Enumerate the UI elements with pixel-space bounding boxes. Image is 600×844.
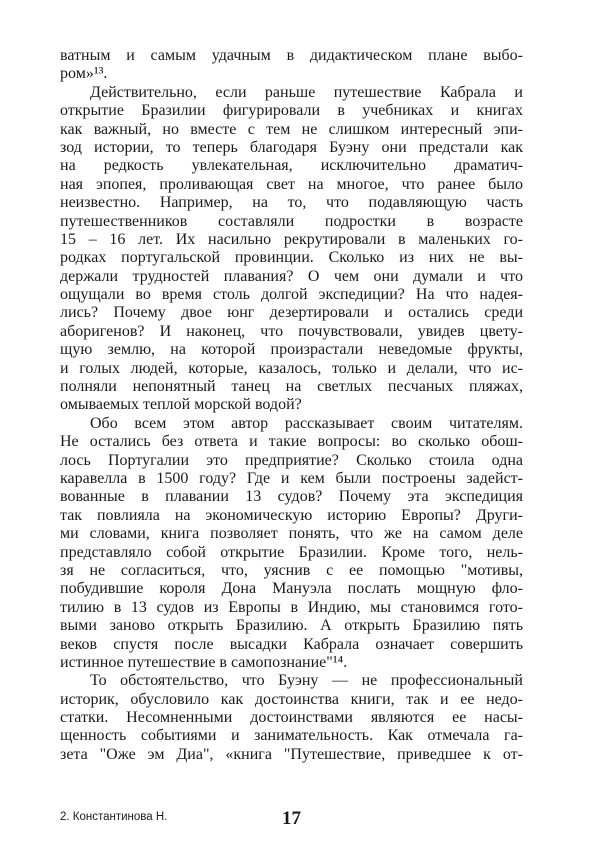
- text-line: вованные в плавании 13 судов? Почему эта экспедиция: [60, 488, 523, 506]
- text-line: и голых людей, которые, казалось, только и делали, что ис-: [60, 359, 523, 377]
- text-line: веков спустя после высадки Кабрала означает совершить: [60, 635, 523, 653]
- text-line: Не остались без ответа и такие вопросы: во сколько обош-: [60, 433, 523, 451]
- page-number: 17: [282, 808, 301, 829]
- text-line: истинное путешествие в самопознание"¹⁴.: [60, 653, 348, 671]
- text-line: 15 – 16 лет. Их насильно рекрутировали в маленьких го-: [60, 230, 523, 248]
- text-line: щую землю, на которой произрастали неведомые фрукты,: [60, 341, 523, 359]
- text-line: ром»¹³.: [60, 65, 108, 83]
- text-line: полняли непонятный танец на светлых песчаных пляжах,: [60, 378, 523, 396]
- text-line: Обо всем этом автор рассказывает своим читателям.: [90, 414, 523, 432]
- text-line: держали трудностей плавания? О чем они думали и что: [60, 267, 523, 285]
- text-line: ная эпопея, проливающая свет на многое, что ранее было: [60, 175, 523, 193]
- text-line: ощущали во время столь долгой экспедиции? На что надея-: [60, 286, 523, 304]
- text-line: омываемых теплой морской водой?: [60, 396, 302, 414]
- text-line: историк, обусловило как достоинства книги, так и ее недо-: [60, 690, 523, 708]
- text-line: родках португальской провинции. Сколько из них не вы-: [60, 249, 523, 267]
- text-line: представляло собой открытие Бразилии. Кроме того, нель-: [60, 543, 523, 561]
- text-line: зод истории, то теперь благодаря Буэну они предстали как: [60, 138, 523, 156]
- text-line: ми словами, книга позволяет понять, что же на самом деле: [60, 525, 523, 543]
- text-line: путешественников составляли подростки в возрасте: [60, 212, 523, 230]
- text-line: тилию в 13 судов из Европы в Индию, мы становимся гото-: [60, 598, 523, 616]
- text-line: щенность событиями и занимательность. Как отмечала га-: [60, 727, 523, 745]
- text-line: статки. Несомненными достоинствами являются ее насы-: [60, 709, 523, 727]
- text-line: так повлияла на экономическую историю Европы? Други-: [60, 506, 523, 524]
- text-line: То обстоятельство, что Буэну — не профессиональный: [90, 672, 523, 690]
- text-line: каравелла в 1500 году? Где и кем были построены задейст-: [60, 469, 523, 487]
- text-line: выми заново открыть Бразилию. А открыть Бразилию пять: [60, 617, 523, 635]
- text-line: ватным и самым удачным в дидактическом плане выбо-: [60, 47, 523, 64]
- text-line: зета "Оже эм Диа", «книга "Путешествие, приведшее к от-: [60, 745, 523, 763]
- text-line: побудившие короля Дона Мануэла послать мощную фло-: [60, 580, 523, 598]
- text-line: открытие Бразилии фигурировали в учебниках и книгах: [60, 102, 523, 120]
- text-line: аборигенов? И наконец, что почувствовали, увидев цвету-: [60, 322, 523, 340]
- text-line: на редкость увлекательная, исключительно драматич-: [60, 157, 523, 175]
- body-text: [60, 47, 523, 764]
- printer-signature: 2. Константинова Н.: [60, 811, 168, 823]
- text-line: зя не согласиться, что, уяснив с ее помощью "мотивы,: [60, 561, 523, 579]
- text-line: неизвестно. Например, на то, что подавляющую часть: [60, 194, 523, 212]
- text-line: как важный, но вместе с тем не слишком интересный эпи-: [60, 120, 523, 138]
- text-line: лось Португалии это предприятие? Сколько стоила одна: [60, 451, 523, 469]
- page-footer: [60, 808, 523, 830]
- text-line: Действительно, если раньше путешествие Кабрала и: [90, 83, 523, 101]
- text-line: лись? Почему двое юнг дезертировали и остались среди: [60, 304, 523, 322]
